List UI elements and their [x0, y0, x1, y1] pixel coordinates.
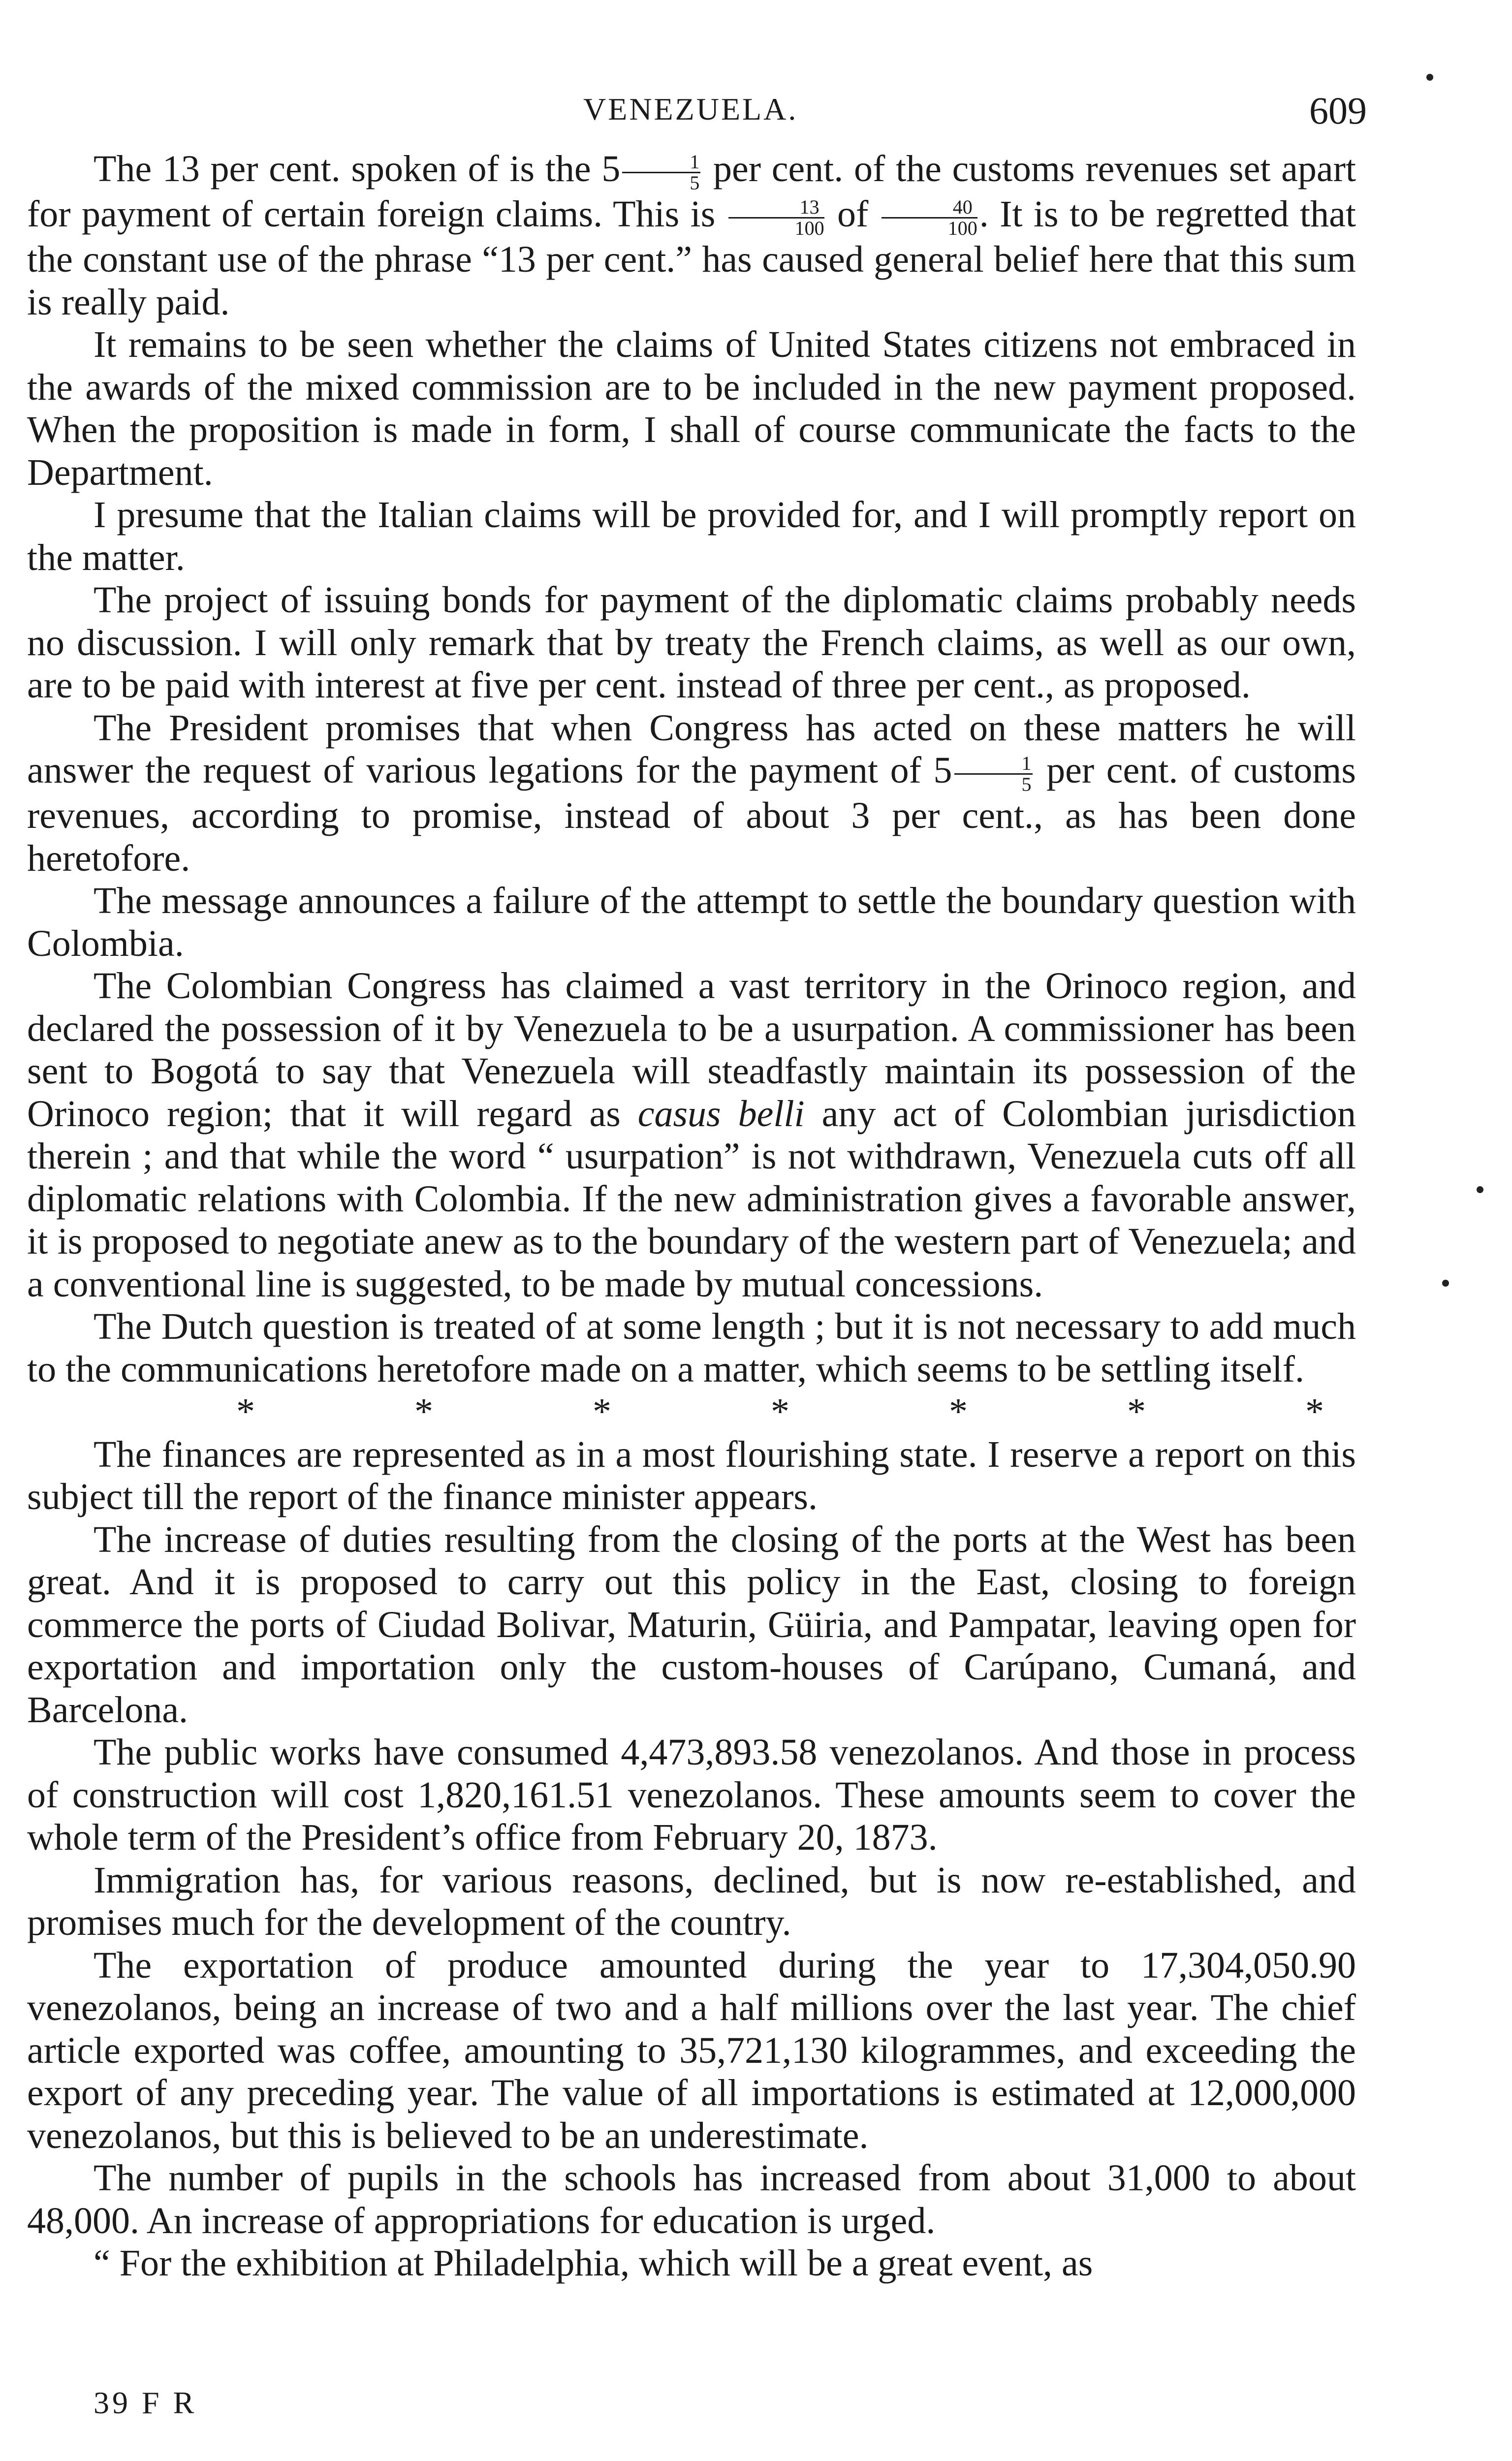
running-head: VENEZUELA. — [583, 92, 798, 126]
paragraph — [27, 707, 1356, 880]
fraction-numerator: 40 — [882, 197, 977, 219]
paragraph: The exportation of produce amounted during the year to 17,304,050.90 venezolanos, being an increase of two and a half millions over the last year. The chief article exported was coffee, amounting to 35,721,130 kilogrammes, and exceeding the export of any preceding year. The value of all importations is estimated at 12,000,000 venezolanos, but this is believed to be an underestimate. — [27, 1944, 1356, 2156]
asterisk: * — [1305, 1391, 1324, 1433]
asterisk: * — [771, 1391, 789, 1433]
paragraph: The project of issuing bonds for payment of the diplomatic claims probably needs no discussion. I will only remark that by treaty the French claims, as well as our own, are to be paid with interest at five per cent. instead of three per cent., as proposed. — [27, 579, 1356, 706]
section-break-asterisks — [27, 1390, 1356, 1433]
paragraph: The Dutch question is treated of at some length ; but it is not necessary to add much to the communications heretofore made on a matter, which seems to be settling itself. — [27, 1306, 1356, 1390]
paragraph: Immigration has, for various reasons, declined, but is now re-established, and promises much for the development of the country. — [27, 1859, 1356, 1944]
paragraph — [27, 965, 1356, 1305]
fraction-numerator: 13 — [728, 197, 824, 219]
body-text — [27, 148, 1356, 2285]
text-run: of — [826, 193, 880, 235]
paragraph: The message announces a failure of the attempt to settle the boundary question with Colombia. — [27, 880, 1356, 964]
margin-mark — [1426, 74, 1433, 81]
margin-mark — [1477, 1186, 1483, 1193]
asterisk: * — [414, 1391, 433, 1433]
text-run: per cent. of customs revenues, according to promise, instead of about 3 per cent., as has been done heretofore. — [27, 750, 1356, 879]
paragraph — [27, 148, 1356, 323]
asterisk: * — [236, 1391, 255, 1433]
text-run: The Colombian Congress has claimed a vast territory in the Orinoco region, and declared the possession of it by Venezuela to be a usurpation. A commissioner has been sent to Bogotá to say that Venezuela will steadfastly maintain its possession of the Orinoco region; that it will regard as — [27, 965, 1356, 1135]
asterisk: * — [1127, 1391, 1146, 1433]
paragraph: “ For the exhibition at Philadelphia, which will be a great event, as — [94, 2242, 1093, 2284]
asterisk: * — [949, 1391, 968, 1433]
text-run: The President promises that when Congress has acted on these matters he will answer the request of various legations for the payment of 5 — [27, 707, 1356, 791]
fraction-denominator: 5 — [1021, 773, 1032, 796]
fraction — [728, 197, 824, 238]
paragraph: The public works have consumed 4,473,893.58 venezolanos. And those in process of construction will cost 1,820,161.51 venezolanos. These amounts seem to cover the whole term of the President’s office from February 20, 1873. — [27, 1732, 1356, 1859]
paragraph: The number of pupils in the schools has increased from about 31,000 to about 48,000. An increase of appropriations for education is urged. — [27, 2157, 1356, 2241]
text-run: . It is to be regretted that the constant use of the phrase “13 per cent.” has caused general belief here that this sum is really paid. — [27, 193, 1356, 323]
paragraph: I presume that the Italian claims will be provided for, and I will promptly report on the matter. — [27, 494, 1356, 578]
fraction — [622, 152, 700, 193]
page-number: 609 — [1309, 89, 1367, 132]
signature-mark: 39 F R — [94, 2385, 197, 2420]
fraction — [954, 754, 1033, 794]
fraction-denominator: 100 — [947, 217, 977, 240]
asterisk: * — [593, 1391, 611, 1433]
fraction-denominator: 5 — [690, 172, 700, 194]
paragraph: The increase of duties resulting from the closing of the ports at the West has been great. And it is proposed to carry out this policy in the East, closing to foreign commerce the ports of Ciudad Bolivar, Maturin, Güiria, and Pampatar, leaving open for exportation and importation only the custom-houses of Carúpano, Cumaná, and Barcelona. — [27, 1518, 1356, 1731]
fraction-numerator: 1 — [954, 754, 1033, 775]
text-run: The 13 per cent. spoken of is the 5 — [94, 148, 621, 189]
italic-phrase: casus belli — [637, 1093, 805, 1135]
text-run: per cent. of the customs revenues set apart for payment of certain foreign claims. This is — [27, 148, 1356, 235]
fraction-denominator: 100 — [794, 217, 824, 240]
fraction — [882, 197, 977, 238]
margin-mark — [1442, 1280, 1449, 1287]
text-run: any act of Colombian jurisdiction therein ; and that while the word “ usurpation” is not withdrawn, Venezuela cuts off all diplomatic relations with Colombia. If the new administration gives a favorable answer, it is proposed to negotiate anew as to the boundary of the western part of Venezuela; and a conventional line is suggested, to be made by mutual concessions. — [27, 1093, 1356, 1305]
paragraph: The finances are represented as in a most flourishing state. I reserve a report on this subject till the report of the finance minister appears. — [27, 1433, 1356, 1518]
fraction-numerator: 1 — [622, 152, 700, 173]
paragraph: It remains to be seen whether the claims of United States citizens not embraced in the awards of the mixed commission are to be included in the new payment proposed. When the proposition is made in form, I shall of course communicate the facts to the Department. — [27, 324, 1356, 493]
